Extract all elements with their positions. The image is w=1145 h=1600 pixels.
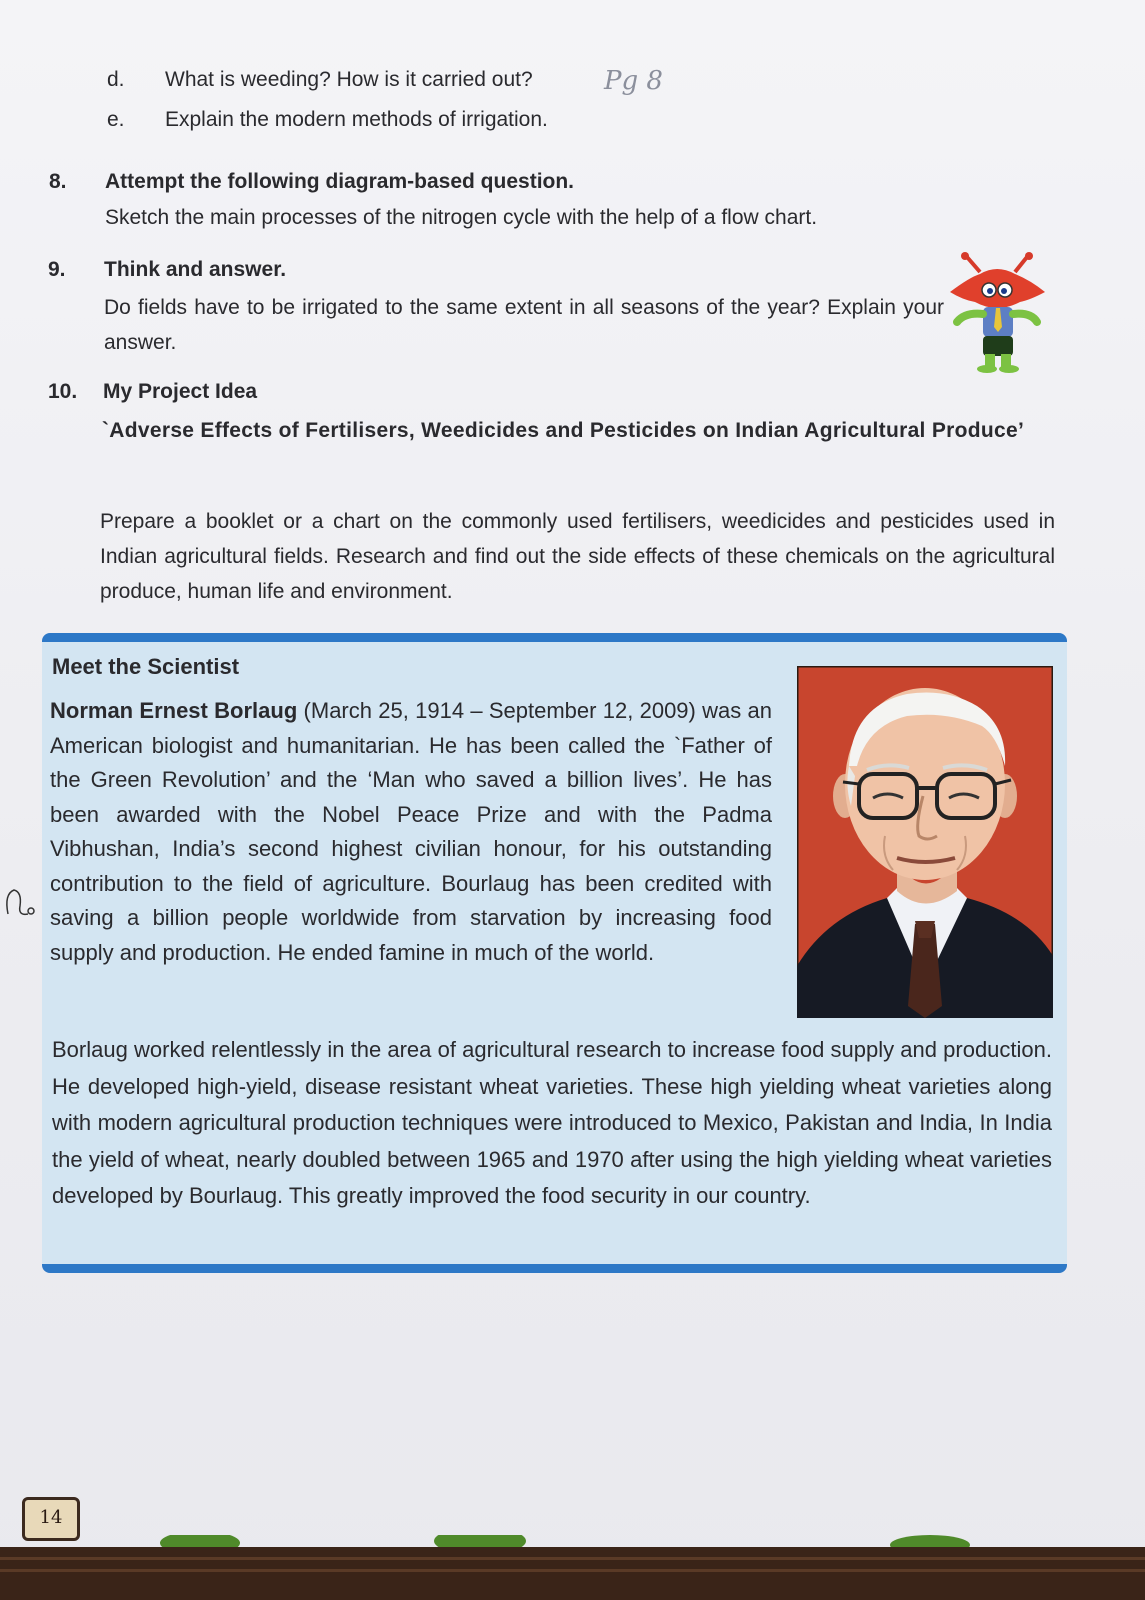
- project-title: `Adverse Effects of Fertilisers, Weedicides and Pesticides on Indian Agricultural Produce’: [102, 419, 1025, 442]
- question-9-text: Do fields have to be irrigated to the same extent in all seasons of the year? Explain your answer.: [104, 296, 944, 354]
- question-letter: e.: [107, 108, 125, 131]
- scientist-work: Borlaug worked relentlessly in the area of agricultural research to increase food supply and production. He developed high-yield, disease resistant wheat varieties. These high yielding wheat varieties along with modern agricultural production techniques were introduced to Mexico, Pakistan and India, In India the yield of wheat, nearly doubled between 1965 and 1970 after using the high yielding wheat varieties developed by Bourlaug. This greatly improved the food security in our country.: [52, 1037, 1052, 1208]
- scientist-portrait: [797, 666, 1053, 1018]
- question-letter: d.: [107, 68, 125, 91]
- question-9-number: 9.: [48, 258, 66, 281]
- box-title: Meet the Scientist: [52, 654, 240, 679]
- question-8-number: 8.: [49, 170, 67, 193]
- question-text: Explain the modern methods of irrigation.: [165, 108, 548, 131]
- question-8-text: Sketch the main processes of the nitrogen cycle with the help of a flow chart.: [105, 206, 818, 229]
- question-text: What is weeding? How is it carried out?: [165, 68, 533, 91]
- mascot-illustration: [945, 252, 1055, 377]
- project-description: Prepare a booklet or a chart on the commonly used fertilisers, weedicides and pesticides used in Indian agricultural fields. Research and find out the side effects of these chemicals on the agricultural produce, human life and environment.: [100, 510, 1055, 603]
- handwritten-note: Pg 8: [604, 66, 663, 96]
- scientist-name: Norman Ernest Borlaug: [50, 698, 298, 723]
- question-8-heading: Attempt the following diagram-based question.: [105, 170, 575, 193]
- scientist-bio: [50, 694, 772, 970]
- page-number: 14: [22, 1497, 80, 1541]
- question-9-heading: Think and answer.: [104, 258, 287, 281]
- scientist-bio-text: (March 25, 1914 – September 12, 2009) was an American biologist and humanitarian. He has been called the `Father of the Green Revolution’ and the ‘Man who saved a billion lives’. He has been awarded with the Nobel Peace Prize and with the Padma Vibhushan, India’s second highest civilian honour, for his outstanding contribution to the field of agriculture. Bourlaug has been credited with saving a billion people worldwide from starvation by increasing food supply and production. He ended famine in much of the world.: [50, 698, 773, 965]
- margin-pencil-mark: [0, 884, 40, 928]
- question-10-number: 10.: [48, 380, 78, 403]
- question-10-heading: My Project Idea: [103, 380, 258, 403]
- meet-the-scientist-box: [42, 633, 1067, 1273]
- ground-decoration: [0, 1535, 1145, 1600]
